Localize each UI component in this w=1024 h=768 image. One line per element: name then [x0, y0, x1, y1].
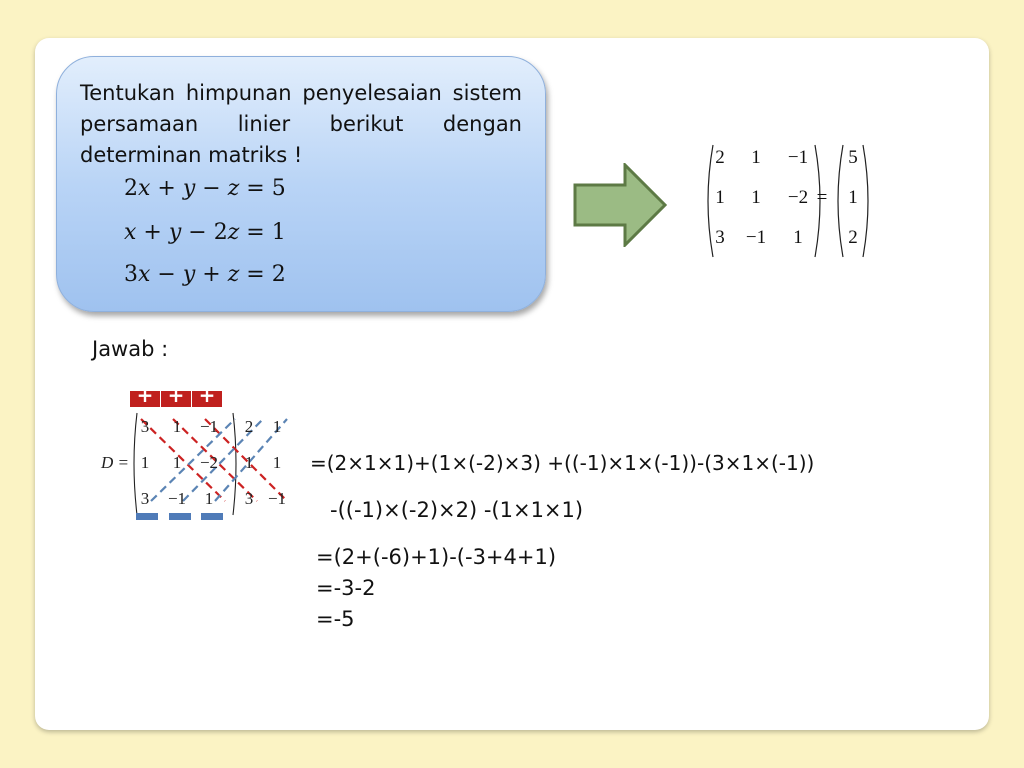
- equation-2: x + y − 2z = 1: [124, 220, 286, 245]
- plus-marker: +: [167, 383, 185, 407]
- matrix-cell: 1: [751, 187, 761, 208]
- det-cell: 3: [140, 489, 150, 508]
- matrix-cell: 2: [715, 147, 725, 168]
- calc-line-5: =-5: [316, 607, 355, 631]
- det-cell: 2: [244, 417, 254, 436]
- det-cell: 1: [272, 417, 282, 436]
- calc-line-4: =-3-2: [316, 576, 376, 600]
- det-cell: 1: [172, 453, 182, 472]
- det-cell: 1: [140, 453, 150, 472]
- det-cell: 1: [204, 489, 214, 508]
- constant-cell: 2: [848, 227, 858, 248]
- calc-line-1: =(2×1×1)+(1×(-2)×3) +((-1)×1×(-1))-(3×1×(-1)): [310, 451, 815, 475]
- matrix-cell: 1: [715, 187, 725, 208]
- constant-cell: 5: [848, 147, 858, 168]
- det-cell: −2: [199, 453, 219, 472]
- minus-marker: [136, 503, 160, 504]
- matrix-cell: 3: [715, 227, 725, 248]
- det-cell: 1: [172, 417, 182, 436]
- plus-marker: +: [198, 383, 216, 407]
- right-arrow-icon: [573, 163, 669, 247]
- det-cell: 1: [244, 453, 254, 472]
- matrix-cell: −1: [787, 147, 809, 168]
- plus-marker: +: [136, 383, 154, 407]
- calc-line-2: -((-1)×(-2)×2) -(1×1×1): [330, 498, 584, 522]
- minus-markers: [136, 513, 223, 520]
- matrix-cell: −1: [745, 227, 767, 248]
- det-cell: 3: [244, 489, 254, 508]
- minus-marker: [169, 503, 193, 504]
- det-cell: −1: [267, 489, 287, 508]
- minus-marker: [201, 503, 225, 504]
- matrix-cell: 1: [751, 147, 761, 168]
- matrix-cell: 1: [793, 227, 803, 248]
- sarrus-determinant: [95, 383, 305, 523]
- det-cell: 1: [272, 453, 282, 472]
- question-text: Tentukan himpunan penyelesaian sistem persamaan linier berikut dengan determinan matriks !: [80, 81, 522, 167]
- determinant-label: D =: [101, 453, 129, 472]
- det-cell: 3: [140, 417, 150, 436]
- calc-line-3: =(2+(-6)+1)-(-3+4+1): [316, 545, 557, 569]
- matrix-equation: [703, 141, 873, 261]
- constant-cell: 1: [848, 187, 858, 208]
- det-cell: −1: [199, 417, 219, 436]
- matrix-cell: −2: [787, 187, 809, 208]
- equation-3: 3x − y + z = 2: [124, 262, 286, 287]
- det-cell: −1: [167, 489, 187, 508]
- equals-sign: =: [816, 187, 828, 208]
- answer-label: Jawab :: [92, 337, 169, 361]
- equation-1: 2x + y − z = 5: [124, 176, 286, 201]
